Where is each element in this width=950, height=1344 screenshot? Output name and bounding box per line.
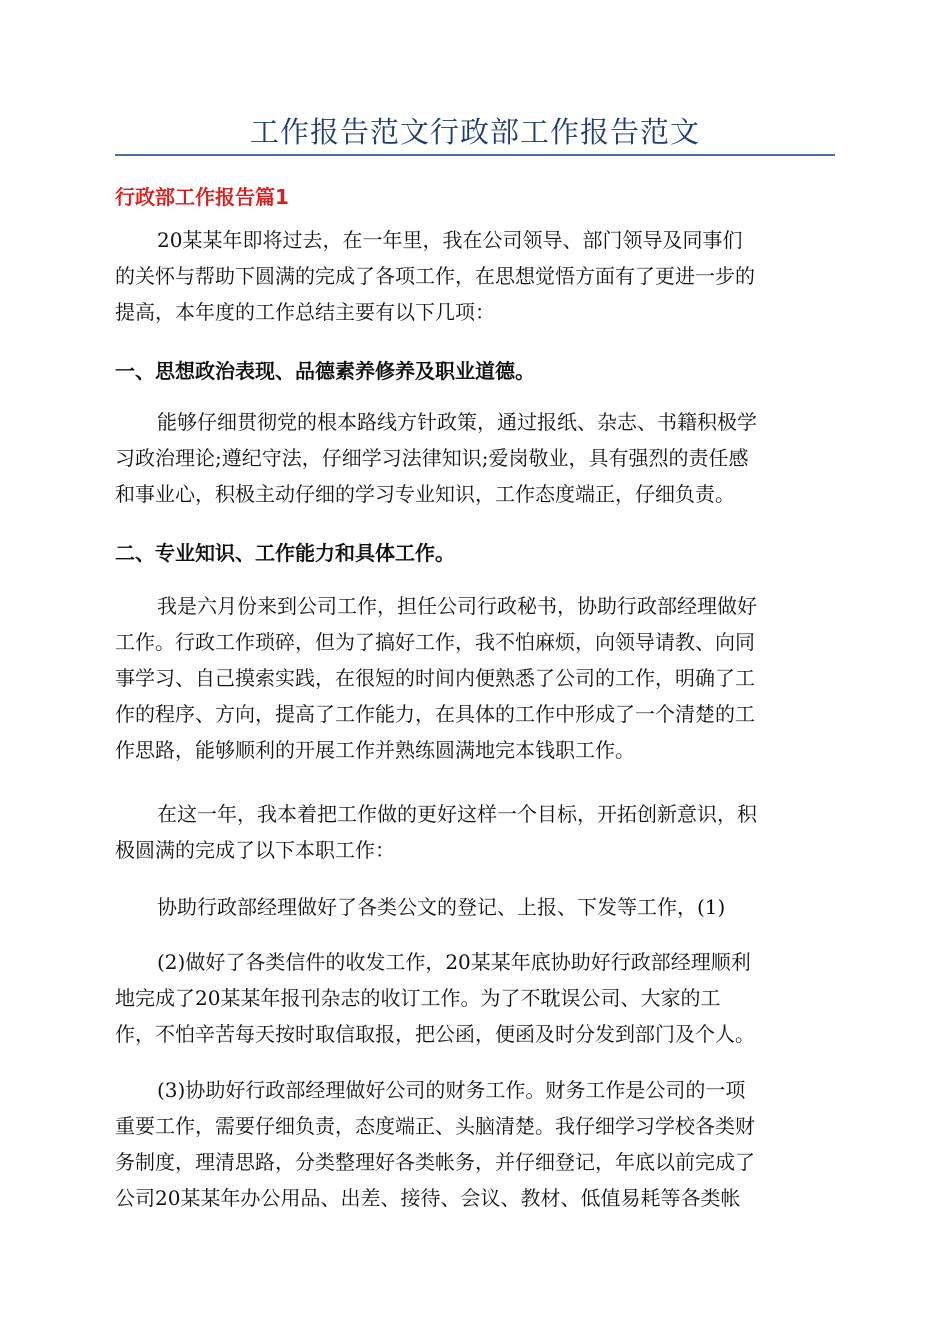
paragraph-line: 作的程序、方向，提高了工作能力，在具体的工作中形成了一个清楚的工 bbox=[115, 702, 755, 726]
intro-paragraph bbox=[115, 222, 835, 330]
paragraph-line: 事学习、自己摸索实践，在很短的时间内便熟悉了公司的工作，明确了工 bbox=[115, 666, 755, 690]
paragraph-line: 地完成了20某某年报刊杂志的收订工作。为了不耽误公司、大家的工 bbox=[115, 986, 721, 1010]
paragraph-line: 作，不怕辛苦每天按时取信取报，把公函，便函及时分发到部门及个人。 bbox=[115, 1022, 755, 1046]
paragraph-line: 协助行政部经理做好了各类公文的登记、上报、下发等工作，(1) bbox=[157, 895, 726, 919]
subheading-1: 一、思想政治表现、品德素养修养及职业道德。 bbox=[115, 359, 535, 383]
paragraph-line: 极圆满的完成了以下本职工作： bbox=[115, 838, 395, 862]
title-underline bbox=[115, 154, 835, 156]
paragraph-line: 的关怀与帮助下圆满的完成了各项工作，在思想觉悟方面有了更进一步的 bbox=[115, 264, 755, 288]
paragraph-line: 和事业心，积极主动仔细的学习专业知识，工作态度端正，仔细负责。 bbox=[115, 482, 735, 506]
paragraph-line: 20某某年即将过去，在一年里，我在公司领导、部门领导及同事们 bbox=[157, 228, 743, 252]
paragraph-line: 我是六月份来到公司工作，担任公司行政秘书，协助行政部经理做好 bbox=[157, 594, 757, 618]
paragraph-4 bbox=[115, 889, 835, 925]
paragraph-line: 工作。行政工作琐碎，但为了搞好工作，我不怕麻烦，向领导请教、向同 bbox=[115, 630, 755, 654]
paragraph-1 bbox=[115, 404, 835, 512]
paragraph-line: 习政治理论;遵纪守法，仔细学习法律知识;爱岗敬业，具有强烈的责任感 bbox=[115, 446, 749, 470]
document-title: 工作报告范文行政部工作报告范文 bbox=[249, 115, 700, 149]
paragraph-5 bbox=[115, 944, 835, 1052]
paragraph-line: 重要工作，需要仔细负责，态度端正、头脑清楚。我仔细学习学校各类财 bbox=[115, 1114, 755, 1138]
paragraph-3 bbox=[115, 796, 835, 868]
paragraph-line: (3)协助好行政部经理做好公司的财务工作。财务工作是公司的一项 bbox=[157, 1078, 746, 1102]
paragraph-line: 在这一年，我本着把工作做的更好这样一个目标，开拓创新意识，积 bbox=[157, 802, 757, 826]
paragraph-line: 作思路，能够顺利的开展工作并熟练圆满地完本钱职工作。 bbox=[115, 738, 635, 762]
subheading-2: 二、专业知识、工作能力和具体工作。 bbox=[115, 541, 455, 565]
paragraph-line: (2)做好了各类信件的收发工作，20某某年底协助好行政部经理顺利 bbox=[157, 950, 751, 974]
paragraph-2 bbox=[115, 588, 835, 768]
paragraph-line: 公司20某某年办公用品、出差、接待、会议、教材、低值易耗等各类帐 bbox=[115, 1186, 741, 1210]
section-heading: 行政部工作报告篇1 bbox=[115, 185, 289, 209]
paragraph-6 bbox=[115, 1072, 835, 1216]
paragraph-line: 能够仔细贯彻党的根本路线方针政策，通过报纸、杂志、书籍积极学 bbox=[157, 410, 757, 434]
paragraph-line: 提高，本年度的工作总结主要有以下几项： bbox=[115, 300, 495, 324]
paragraph-line: 务制度，理清思路，分类整理好各类帐务，并仔细登记，年底以前完成了 bbox=[115, 1150, 755, 1174]
